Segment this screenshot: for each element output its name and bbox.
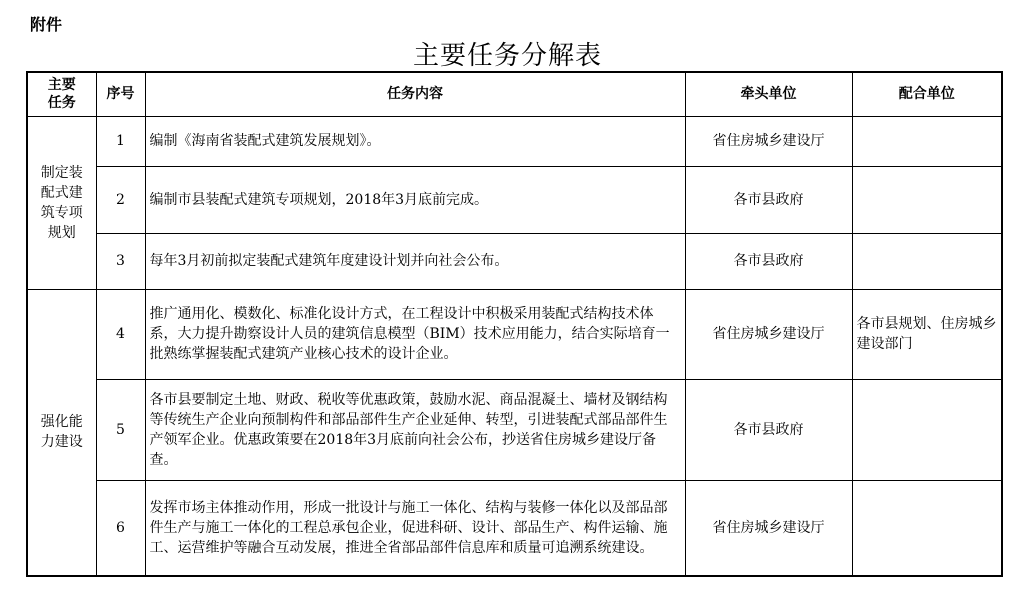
row-number: 6: [96, 480, 145, 576]
main-task-cell: 强化能力建设: [27, 289, 96, 576]
coop-unit: [852, 116, 1002, 166]
lead-unit: 省住房城乡建设厅: [685, 116, 852, 166]
task-content: 每年3月初前拟定装配式建筑年度建设计划并向社会公布。: [145, 233, 685, 289]
row-number: 5: [96, 379, 145, 480]
table-row: [27, 480, 1002, 576]
attachment-label: 附件: [30, 15, 63, 34]
column-header-main-task: 主要 任务: [27, 72, 96, 116]
lead-unit: 各市县政府: [685, 233, 852, 289]
column-header-no: 序号: [96, 72, 145, 116]
task-breakdown-table: [26, 71, 1003, 577]
coop-unit: 各市县规划、住房城乡建设部门: [852, 289, 1002, 379]
table-row: [27, 166, 1002, 233]
task-content: 发挥市场主体推动作用，形成一批设计与施工一体化、结构与装修一体化以及部品部件生产与施工一体化的工程总承包企业，促进科研、设计、部品生产、构件运输、施工、运营维护等融合互动发展，推进全省部品部件信息库和质量可追溯系统建设。: [145, 480, 685, 576]
row-number: 2: [96, 166, 145, 233]
coop-unit: [852, 166, 1002, 233]
task-content: 推广通用化、模数化、标准化设计方式，在工程设计中积极采用装配式结构技术体系，大力提升勘察设计人员的建筑信息模型（BIM）技术应用能力，结合实际培育一批熟练掌握装配式建筑产业核心技术的设计企业。: [145, 289, 685, 379]
row-number: 1: [96, 116, 145, 166]
column-header-content: 任务内容: [145, 72, 685, 116]
column-header-coop: 配合单位: [852, 72, 1002, 116]
coop-unit: [852, 480, 1002, 576]
table-row: [27, 289, 1002, 379]
column-header-lead: 牵头单位: [685, 72, 852, 116]
page-title: 主要任务分解表: [412, 41, 602, 71]
lead-unit: 各市县政府: [685, 379, 852, 480]
table-row: [27, 233, 1002, 289]
lead-unit: 省住房城乡建设厅: [685, 480, 852, 576]
table-header-row: [27, 72, 1002, 116]
row-number: 3: [96, 233, 145, 289]
task-content: 各市县要制定土地、财政、税收等优惠政策，鼓励水泥、商品混凝土、墙材及钢结构等传统生产企业向预制构件和部品部件生产企业延伸、转型，引进装配式部品部件生产领军企业。优惠政策要在2018年3月底前向社会公布，抄送省住房城乡建设厅备查。: [145, 379, 685, 480]
task-content: 编制《海南省装配式建筑发展规划》。: [145, 116, 685, 166]
coop-unit: [852, 233, 1002, 289]
main-task-cell: 制定装配式建筑专项规划: [27, 116, 96, 289]
table-row: [27, 116, 1002, 166]
lead-unit: 省住房城乡建设厅: [685, 289, 852, 379]
task-content: 编制市县装配式建筑专项规划，2018年3月底前完成。: [145, 166, 685, 233]
row-number: 4: [96, 289, 145, 379]
table-row: [27, 379, 1002, 480]
lead-unit: 各市县政府: [685, 166, 852, 233]
coop-unit: [852, 379, 1002, 480]
